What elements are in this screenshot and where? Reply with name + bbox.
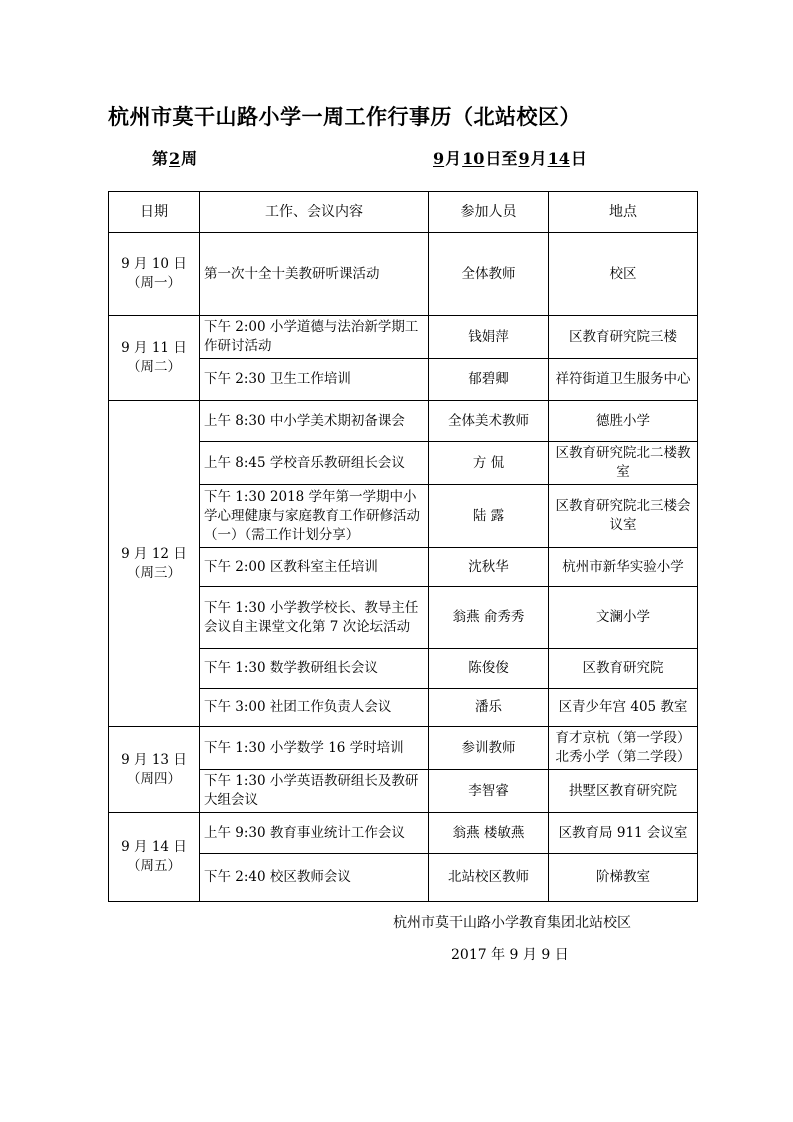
place-cell: 区教育局 911 会议室 [549,813,698,854]
table-header-row [109,192,698,233]
date-text: 9 月 12 日 [121,545,187,562]
place-line: 育才京杭（第一学段） [555,730,691,746]
people-cell: 北站校区教师 [429,854,549,902]
month-char: 月 [445,149,462,168]
place-line: 北秀小学（第二学段） [555,749,691,765]
people-cell: 翁燕 俞秀秀 [429,587,549,649]
weekday-text: （周一） [127,275,181,291]
date-text: 9 月 10 日 [121,256,187,272]
header-content: 工作、会议内容 [200,192,429,233]
end-month: 9 [518,149,530,168]
month-char: 月 [530,149,547,168]
content-cell: 上午 8:30 中小学美术期初备课会 [200,401,429,442]
content-cell: 上午 9:30 教育事业统计工作会议 [200,813,429,854]
content-cell: 第一次十全十美教研听课活动 [200,233,429,316]
people-cell: 参训教师 [429,727,549,770]
footer-organization: 杭州市莫干山路小学教育集团北站校区 [393,915,631,931]
place-cell: 区教育研究院北二楼教室 [549,442,698,485]
content-cell: 下午 3:00 社团工作负责人会议 [200,689,429,727]
place-cell: 文澜小学 [549,587,698,649]
people-cell: 钱娟萍 [429,316,549,359]
table-row [109,813,698,854]
people-cell: 全体美术教师 [429,401,549,442]
content-cell: 下午 1:30 数学教研组长会议 [200,649,429,689]
content-cell: 上午 8:45 学校音乐教研组长会议 [200,442,429,485]
place-cell: 校区 [549,233,698,316]
place-cell [549,727,698,770]
start-month: 9 [433,149,445,168]
content-cell: 下午 1:30 小学数学 16 学时培训 [200,727,429,770]
page-title: 杭州市莫干山路小学一周工作行事历（北站校区） [108,104,581,129]
date-cell [109,401,200,727]
weekday-text: （周二） [127,359,181,375]
place-cell: 区青少年宫 405 教室 [549,689,698,727]
people-cell: 全体教师 [429,233,549,316]
place-cell: 区教育研究院 [549,649,698,689]
place-cell: 祥符街道卫生服务中心 [549,359,698,401]
place-cell: 德胜小学 [549,401,698,442]
week-prefix: 第 [152,149,169,168]
end-day: 14 [547,149,570,168]
people-cell: 翁燕 楼敏燕 [429,813,549,854]
content-cell: 下午 2:30 卫生工作培训 [200,359,429,401]
date-range [432,146,587,169]
week-number: 2 [169,149,181,168]
people-cell: 陈俊俊 [429,649,549,689]
content-cell: 下午 1:30 小学教学校长、教导主任会议自主课堂文化第 7 次论坛活动 [200,587,429,649]
weekday-text: （周五） [127,858,181,874]
content-cell: 下午 2:00 小学道德与法治新学期工作研讨活动 [200,316,429,359]
place-cell: 阶梯教室 [549,854,698,902]
header-date: 日期 [109,192,200,233]
date-cell [109,813,200,902]
people-cell: 沈秋华 [429,548,549,587]
place-cell: 杭州市新华实验小学 [549,548,698,587]
table-row [109,401,698,442]
footer-date: 2017 年 9 月 9 日 [451,947,569,963]
people-cell: 陆 露 [429,485,549,548]
date-cell [109,316,200,401]
content-cell: 下午 1:30 小学英语教研组长及教研大组会议 [200,770,429,813]
schedule-table [108,191,698,902]
people-cell: 方 侃 [429,442,549,485]
content-cell: 下午 2:00 区教科室主任培训 [200,548,429,587]
people-cell: 郁碧卿 [429,359,549,401]
table-row [109,316,698,359]
people-cell: 李智睿 [429,770,549,813]
content-cell: 下午 1:30 2018 学年第一学期中小学心理健康与家庭教育工作研修活动（一）（需工作计划分享） [200,485,429,548]
header-place: 地点 [549,192,698,233]
week-suffix: 周 [181,149,198,168]
weekday-text: （周四） [127,770,181,787]
place-cell: 区教育研究院北三楼会议室 [549,485,698,548]
date-text: 9 月 14 日 [121,839,187,855]
content-cell: 下午 2:40 校区教师会议 [200,854,429,902]
place-cell: 区教育研究院三楼 [549,316,698,359]
weekday-text: （周三） [127,564,181,581]
day-to: 日至 [485,149,518,168]
table-row [109,727,698,770]
header-people: 参加人员 [429,192,549,233]
date-text: 9 月 11 日 [121,340,187,356]
day-char: 日 [570,149,587,168]
people-cell: 潘乐 [429,689,549,727]
week-label [152,146,197,169]
date-cell [109,727,200,813]
date-cell [109,233,200,316]
date-text: 9 月 13 日 [121,751,187,768]
table-row [109,233,698,316]
place-cell: 拱墅区教育研究院 [549,770,698,813]
start-day: 10 [462,149,485,168]
